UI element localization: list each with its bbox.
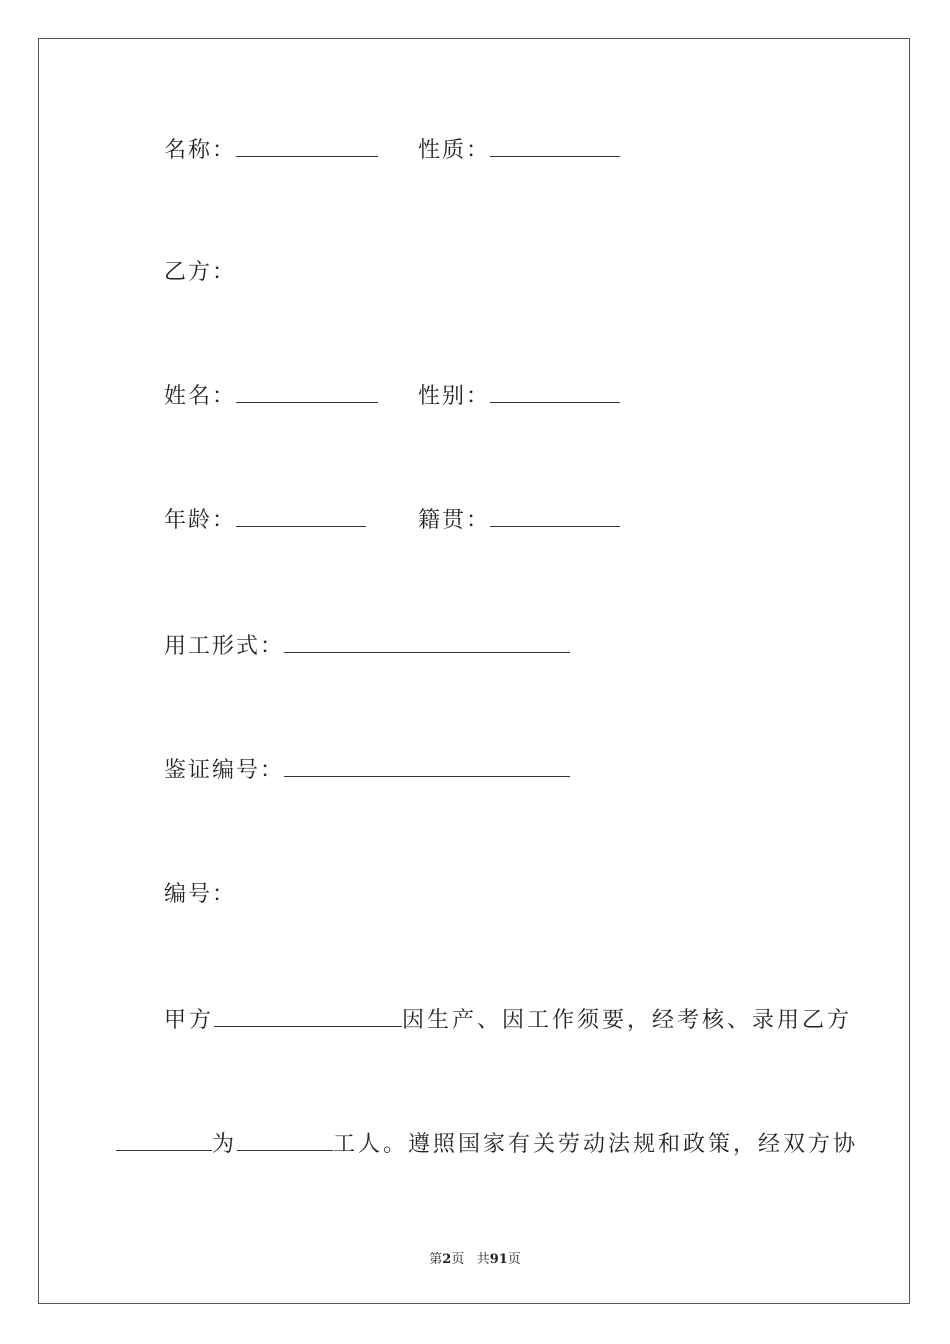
certification-no-label: 鉴证编号： bbox=[164, 758, 285, 783]
page-frame bbox=[38, 38, 910, 1304]
party-b-label: 乙方： bbox=[164, 260, 237, 285]
paragraph-line-1 bbox=[164, 1006, 852, 1036]
current-page: 2 bbox=[442, 1252, 452, 1267]
nature-blank[interactable] bbox=[490, 136, 620, 157]
para1-rest: 因生产、因工作须要，经考核、录用乙方 bbox=[402, 1008, 853, 1033]
party-b-blank[interactable] bbox=[116, 1130, 212, 1151]
footer-page-suffix: 页 bbox=[451, 1252, 465, 1267]
party-b-row bbox=[164, 258, 236, 288]
para2-rest: 工人。遵照国家有关劳动法规和政策，经双方协 bbox=[333, 1132, 859, 1157]
paragraph-line-2 bbox=[116, 1130, 858, 1160]
total-pages: 91 bbox=[489, 1252, 508, 1267]
person-name-blank[interactable] bbox=[236, 382, 378, 403]
age-blank[interactable] bbox=[236, 506, 366, 527]
footer-total-prefix: 共 bbox=[476, 1252, 490, 1267]
number-label: 编号： bbox=[164, 882, 237, 907]
gender-blank[interactable] bbox=[490, 382, 620, 403]
name-blank[interactable] bbox=[236, 136, 378, 157]
certification-no-row bbox=[164, 756, 570, 786]
party-a-blank[interactable] bbox=[214, 1006, 402, 1027]
person-name-gender-row bbox=[164, 382, 620, 412]
number-row bbox=[164, 880, 236, 910]
para2-start: 为 bbox=[212, 1132, 238, 1157]
origin-label: 籍贯： bbox=[418, 508, 491, 533]
employment-form-label: 用工形式： bbox=[164, 634, 285, 659]
origin-blank[interactable] bbox=[490, 506, 620, 527]
name-nature-row bbox=[164, 136, 620, 166]
nature-label: 性质： bbox=[418, 138, 491, 163]
age-label: 年龄： bbox=[164, 508, 237, 533]
worker-type-blank[interactable] bbox=[237, 1130, 333, 1151]
employment-form-row bbox=[164, 632, 570, 662]
page-footer bbox=[0, 1248, 950, 1267]
footer-prefix: 第 bbox=[429, 1252, 443, 1267]
person-name-label: 姓名： bbox=[164, 384, 237, 409]
age-origin-row bbox=[164, 506, 620, 536]
footer-total-suffix: 页 bbox=[507, 1252, 521, 1267]
employment-form-blank[interactable] bbox=[284, 632, 570, 653]
gender-label: 性别： bbox=[418, 384, 491, 409]
para1-start: 甲方 bbox=[164, 1008, 215, 1033]
name-label: 名称： bbox=[164, 138, 237, 163]
certification-no-blank[interactable] bbox=[284, 756, 570, 777]
